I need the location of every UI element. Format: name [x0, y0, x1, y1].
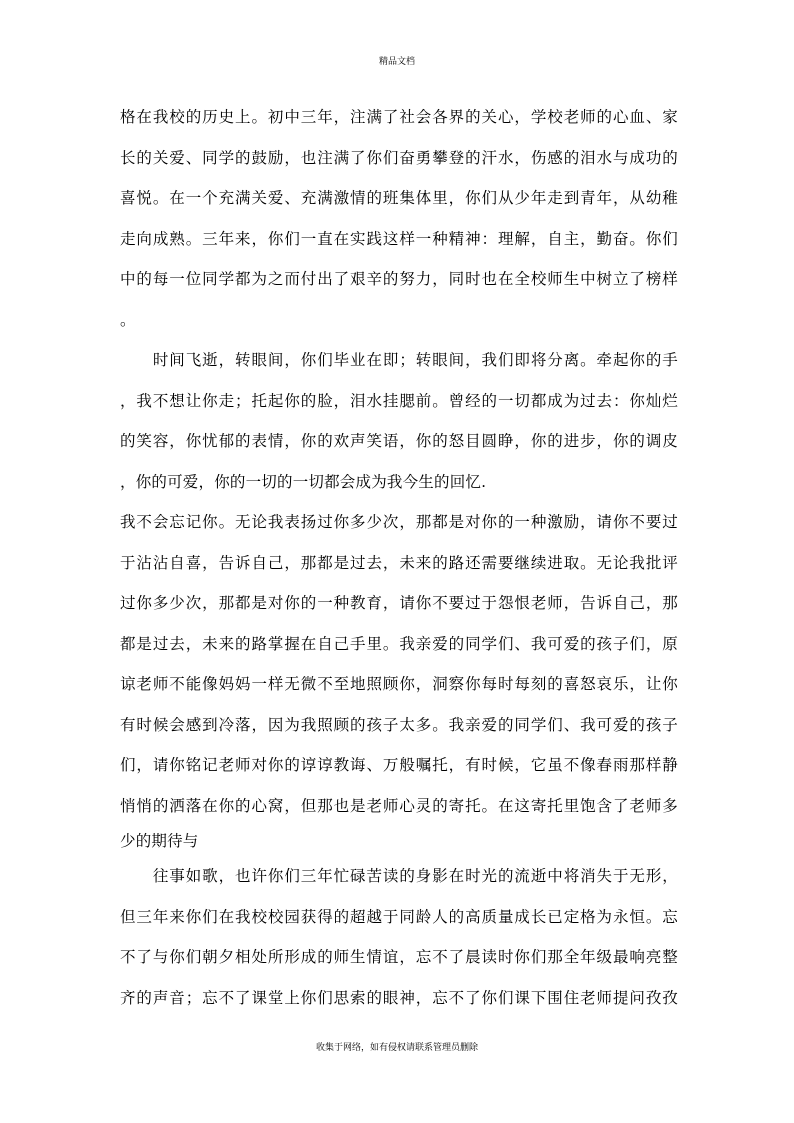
text-line: ，你的可爱，你的一切的一切都会成为我今生的回忆. [120, 472, 487, 491]
text-line: 齐的声音；忘不了课堂上你们思索的眼神，忘不了你们课下围住老师提问孜孜 [120, 988, 678, 1007]
text-line: 有时候会感到冷落，因为我照顾的孩子太多。我亲爱的同学们、我可爱的孩子 [120, 715, 678, 734]
document-body [120, 97, 678, 1018]
text-line: 。 [120, 310, 136, 329]
text-line: 少的期待与 [120, 832, 199, 850]
text-line: 我不会忘记你。无论我表扬过你多少次，那都是对你的一种激励，请你不要过 [120, 513, 678, 531]
text-line: 谅老师不能像妈妈一样无微不至地照顾你，洞察你每时每刻的喜怒哀乐，让你 [120, 675, 678, 693]
text-line: 时间飞逝，转眼间，你们毕业在即；转眼间，我们即将分离。牵起你的手 [120, 351, 678, 369]
text-line: 的笑容，你忧郁的表情，你的欢声笑语，你的怒目圆睁，你的进步，你的调皮 [120, 432, 678, 450]
text-line: 过你多少次，那都是对你的一种教育，请你不要过于怨恨老师，告诉自己，那 [120, 594, 678, 612]
text-line: 们，请你铭记老师对你的谆谆教诲、万般嘱托，有时候，它虽不像春雨那样静 [120, 756, 678, 774]
text-line: 于沾沾自喜，告诉自己，那都是过去，未来的路还需要继续进取。无论我批评 [120, 553, 678, 572]
text-line: 格在我校的历史上。初中三年，注满了社会各界的关心，学校老师的心血、家 [120, 108, 678, 126]
text-line: 喜悦。在一个充满关爱、充满激情的班集体里，你们从少年走到青年，从幼稚 [120, 189, 678, 207]
page-header: 精品文档 [378, 57, 415, 67]
text-line: 中的每一位同学都为之而付出了艰辛的努力，同时也在全校师生中树立了榜样 [120, 270, 678, 288]
text-line: 但三年来你们在我校校园获得的超越于同龄人的高质量成长已定格为永恒。忘 [120, 907, 678, 926]
text-line: 长的关爱、同学的鼓励，也注满了你们奋勇攀登的汗水，伤感的泪水与成功的 [120, 148, 678, 167]
text-line: 往事如歌，也许你们三年忙碌苦读的身影在时光的流逝中将消失于无形， [120, 867, 678, 885]
text-line: 悄悄的洒落在你的心窝，但那也是老师心灵的寄托。在这寄托里饱含了老师多 [120, 796, 678, 815]
page-footer: 收集于网络，如有侵权请联系管理员删除 [315, 1043, 478, 1053]
text-line: 走向成熟。三年来，你们一直在实践这样一种精神：理解，自主，勤奋。你们 [120, 229, 678, 248]
text-line: 都是过去，未来的路掌握在自己手里。我亲爱的同学们、我可爱的孩子们，原 [120, 634, 678, 653]
text-line: 不了与你们朝夕相处所形成的师生情谊，忘不了晨读时你们那全年级最响亮整 [120, 948, 678, 966]
text-line: ，我不想让你走；托起你的脸，泪水挂腮前。曾经的一切都成为过去：你灿烂 [120, 391, 678, 410]
